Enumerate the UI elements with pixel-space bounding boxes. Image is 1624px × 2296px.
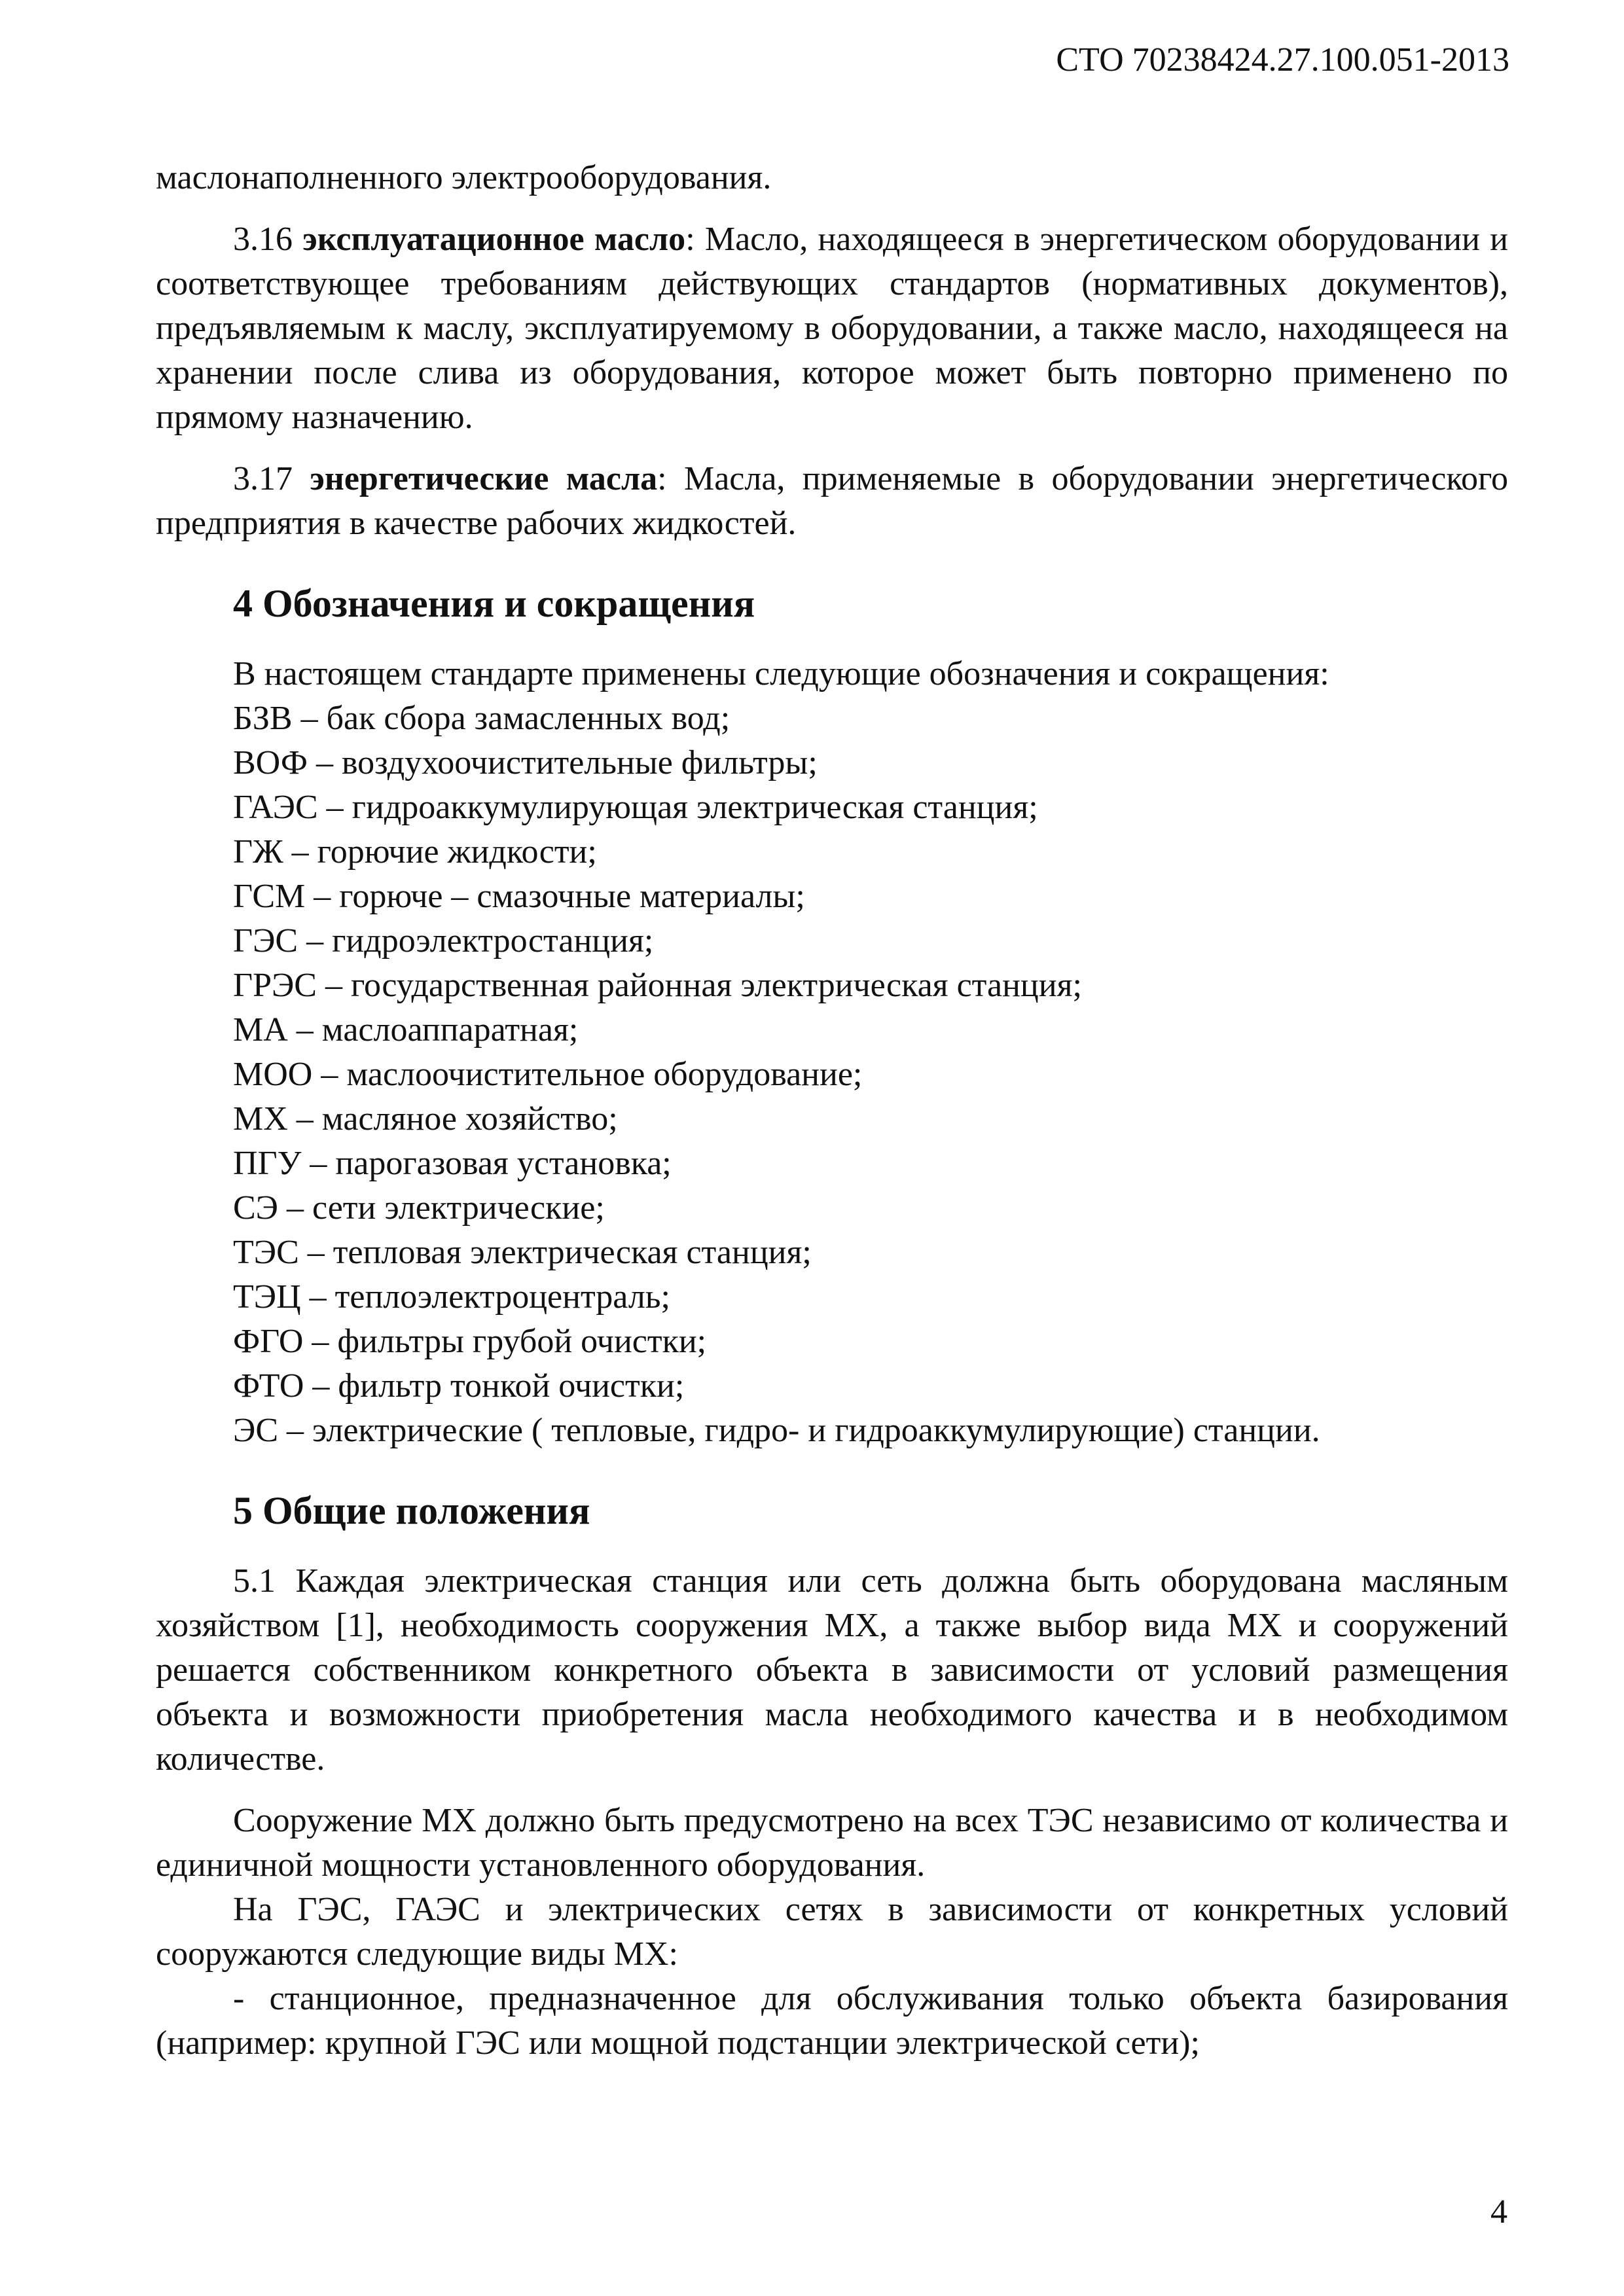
section-5-heading: 5 Общие положения	[233, 1489, 590, 1532]
definition-term: энергетические масла	[310, 460, 658, 497]
list-item: БЗВ – бак сбора замасленных вод;	[233, 700, 731, 737]
definition-3-16	[156, 217, 1508, 440]
list-item: ФГО – фильтры грубой очистки;	[233, 1323, 707, 1360]
list-item: ГЭС – гидроэлектростанция;	[233, 922, 654, 960]
abbreviation-list	[156, 696, 1508, 1453]
definition-3-17	[156, 457, 1508, 546]
definition-number: 3.16	[233, 221, 293, 258]
section-5-paragraph-4: - станционное, предназначенное для обслуживания только объекта базирования (например: крупной ГЭС или мощной подстанции электрической сети);	[156, 1980, 1508, 2062]
list-item: ВОФ – воздухоочистительные фильтры;	[233, 744, 818, 781]
list-item: ТЭЦ – теплоэлектроцентраль;	[233, 1278, 670, 1316]
list-item: ГСМ – горюче – смазочные материалы;	[233, 878, 805, 915]
list-item: ТЭС – тепловая электрическая станция;	[233, 1234, 812, 1271]
list-item: МХ – масляное хозяйство;	[233, 1100, 618, 1138]
definition-text: : Масло, находящееся в энергетическом оборудовании и соответствующее требованиям действующих стандартов (нормативных документов), предъявляемым к маслу, эксплуатируемому в оборудовании, а также масло, находящееся на хранении после слива из оборудования, которое может быть повторно применено по прямому назначению.	[156, 221, 1508, 436]
list-item: ГЖ – горючие жидкости;	[233, 833, 597, 870]
section-5-paragraph-3: На ГЭС, ГАЭС и электрических сетях в зависимости от конкретных условий сооружаются следующие виды МХ:	[156, 1891, 1508, 1973]
continuation-line: маслонаполненного электрооборудования.	[156, 159, 772, 196]
section-5-paragraph-1: 5.1 Каждая электрическая станция или сеть должна быть оборудована масляным хозяйством [1], необходимость сооружения МХ, а также выбор вида МХ и сооружений решается собственником конкретного объекта в зависимости от условий размещения объекта и возможности приобретения масла необходимого качества и в необходимом количестве.	[156, 1562, 1508, 1778]
list-item: ЭС – электрические ( тепловые, гидро- и гидроаккумулирующие) станции.	[233, 1412, 1320, 1449]
list-item: ФТО – фильтр тонкой очистки;	[233, 1367, 685, 1405]
list-item: МА – маслоаппаратная;	[233, 1011, 579, 1049]
definition-text: : Масла, применяемые в оборудовании энергетического предприятия в качестве рабочих жидкостей.	[156, 460, 1509, 542]
list-item: ПГУ – парогазовая установка;	[233, 1145, 672, 1182]
list-item: ГАЭС – гидроаккумулирующая электрическая станция;	[233, 789, 1038, 826]
section-5-paragraph-2: Сооружение МХ должно быть предусмотрено на всех ТЭС независимо от количества и единичной мощности установленного оборудования.	[156, 1802, 1508, 1884]
document-header-id: СТО 70238424.27.100.051-2013	[1056, 41, 1509, 79]
list-item: ГРЭС – государственная районная электрическая станция;	[233, 967, 1082, 1004]
page-number: 4	[1490, 2193, 1507, 2231]
list-item: СЭ – сети электрические;	[233, 1189, 605, 1227]
definition-term: эксплуатационное масло	[302, 221, 686, 258]
page-body	[156, 156, 1508, 2066]
list-item: МОО – маслоочистительное оборудование;	[233, 1056, 863, 1093]
section-4-heading: 4 Обозначения и сокращения	[233, 582, 755, 625]
section-4-intro: В настоящем стандарте применены следующие обозначения и сокращения:	[233, 655, 1329, 692]
definition-number: 3.17	[233, 460, 293, 497]
